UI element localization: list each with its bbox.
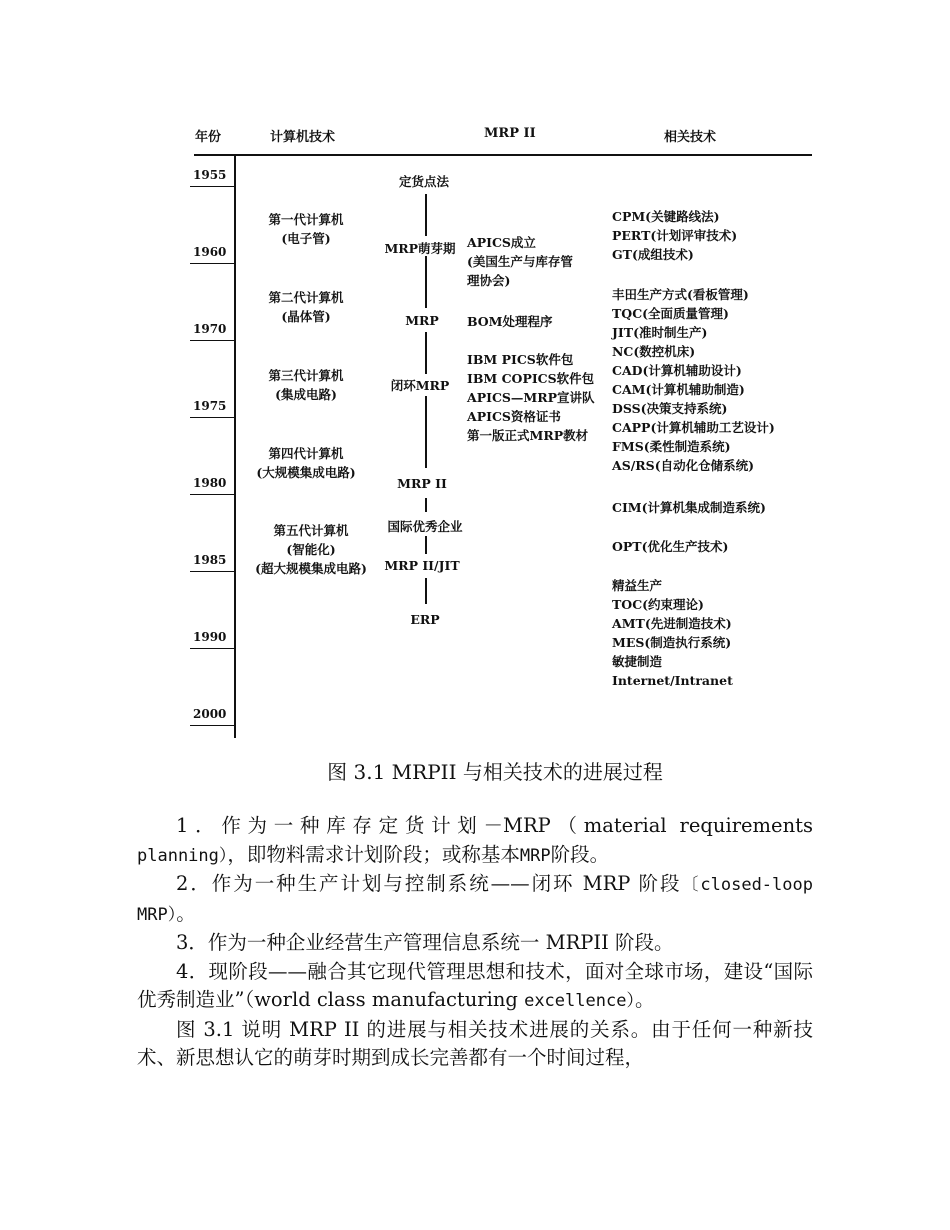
year-label: 1985 [193,553,227,567]
mrp-stage-closed-loop: 闭环MRP [390,378,450,393]
mrp-stage-mrp: MRP [405,313,439,328]
year-tick [190,340,234,341]
year-tick [190,417,234,418]
year-label: 1990 [193,630,227,644]
related-tech-group-5: 精益生产 TOC(约束理论) AMT(先进制造技术) MES(制造执行系统) 敏捷制造 Internet/Intranet [612,578,733,688]
paragraph-2: 2．作为一种生产计划与控制系统——闭环 MRP 阶段〔closed-loop MRP）。 [137,872,813,925]
year-tick [190,725,234,726]
related-tech-group-3: CIM(计算机集成制造系统) [612,500,766,515]
related-tech-group-1: CPM(关键路线法) PERT(计划评审技术) GT(成组技术) [612,209,738,262]
body-text [137,812,813,1073]
mrp-events-apics: APICS成立 (美国生产与库存管 理协会) [467,235,573,288]
mrp-stage-mrp2: MRP II [397,476,447,491]
mrp-connector [425,332,427,374]
related-tech-group-2: 丰田生产方式(看板管理) TQC(全面质量管理) JIT(准时制生产) NC(数控机床) CAD(计算机辅助设计) CAM(计算机辅助制造) DSS(决策支持系统) CAPP(计算机辅助工艺设计) FMS(柔性制造系统) AS/RS(自动化仓储系统) [612,287,775,473]
mrp-connector [425,498,427,512]
header-computer-tech: 计算机技术 [270,130,336,145]
computer-generation-3: 第三代计算机 (集成电路) [268,368,344,402]
paragraph-3: 3．作为一种企业经营生产管理信息系统一 MRPII 阶段。 [176,931,674,954]
year-tick [190,648,234,649]
year-label: 1980 [193,476,227,490]
mrp-stage-world-class: 国际优秀企业 [387,519,463,534]
paragraph-1: 1．作为一种库存定货计划－MRP（material requirements planning），即物料需求计划阶段；或称基本MRP阶段。 [137,814,813,866]
mrp-events-software: IBM PICS软件包 IBM COPICS软件包 APICS—MRP宣讲队 APICS资格证书 第一版正式MRP教材 [467,352,595,443]
computer-generation-1: 第一代计算机 (电子管) [268,212,344,246]
header-related-tech: 相关技术 [664,130,717,145]
mrp-stage-reorder-point: 定货点法 [398,174,450,189]
year-tick [190,494,234,495]
paragraph-5: 图 3.1 说明 MRP II 的进展与相关技术进展的关系。由于任何一种新技术、新思想认它的萌芽时期到成长完善都有一个时间过程， [137,1017,813,1069]
mrp-stage-erp: ERP [410,612,440,627]
figure-caption: 图 3.1 MRPII 与相关技术的进展过程 [327,760,663,784]
header-year: 年份 [195,130,222,145]
mrp-connector [425,396,427,468]
year-label: 1975 [193,399,227,413]
year-tick [190,571,234,572]
mrp-stage-emergence: MRP萌芽期 [384,241,456,256]
paragraph-4: 4．现阶段——融合其它现代管理思想和技术，面对全球市场，建设“国际优秀制造业”（world class manufacturing excellence）。 [137,959,813,1011]
year-label: 1955 [193,168,227,182]
header-rule [194,154,812,156]
year-tick [190,263,234,264]
year-label: 1960 [193,245,227,259]
related-tech-group-4: OPT(优化生产技术) [612,539,729,554]
mrp-connector [425,536,427,554]
mrp-events-bom: BOM处理程序 [467,314,553,329]
mrp-connector [425,578,427,604]
computer-generation-5: 第五代计算机 (智能化) (超大规模集成电路) [255,523,367,576]
computer-generation-4: 第四代计算机 (大规模集成电路) [256,446,356,480]
header-mrp2: MRP II [484,126,536,141]
year-label: 2000 [193,707,227,721]
mrp-stage-mrp2-jit: MRP II/JIT [384,558,460,573]
mrp-connector [425,256,427,308]
year-tick [190,186,234,187]
year-label: 1970 [193,322,227,336]
mrp-connector [425,194,427,236]
computer-generation-2: 第二代计算机 (晶体管) [268,290,344,324]
